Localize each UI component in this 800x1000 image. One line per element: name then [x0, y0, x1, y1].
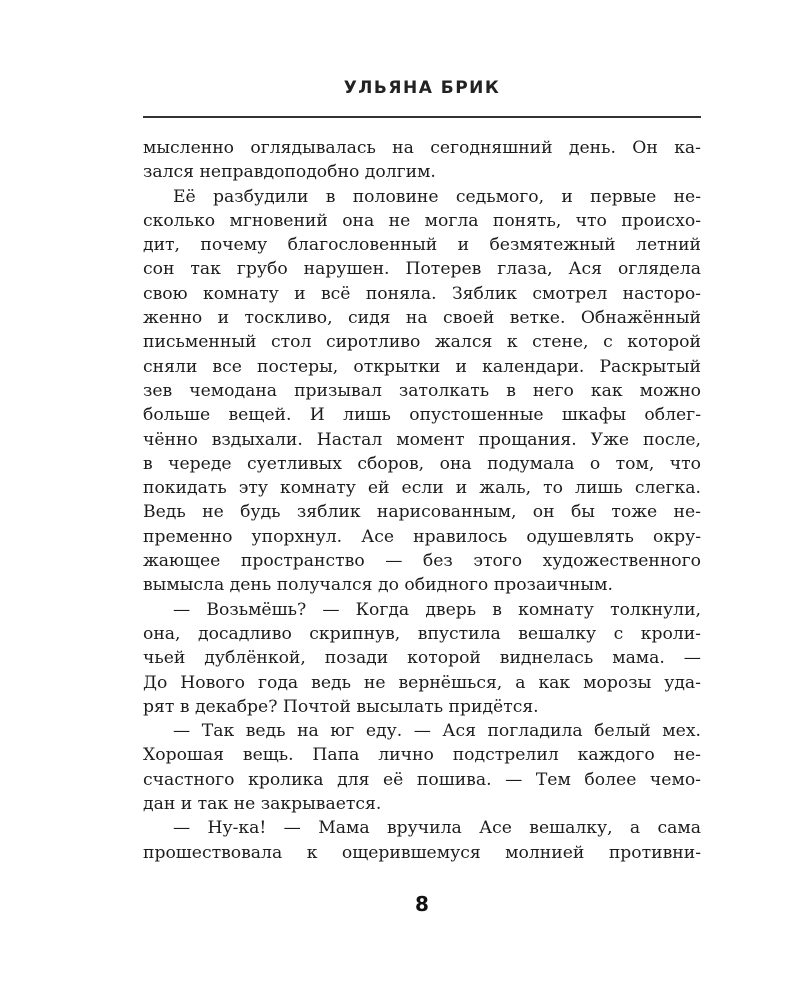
text-line: зев чемодана призывал затолкать в него как можно [143, 380, 701, 401]
text-line: счастного кролика для её пошива. — Тем более чемо- [143, 769, 701, 790]
text-line: мысленно оглядывалась на сегодняшний день. Он ка- [143, 138, 701, 158]
text-line: сколько мгновений она не могла понять, что происхо- [143, 210, 701, 231]
text-line: женно и тоскливо, сидя на своей ветке. Обнажённый [143, 308, 701, 329]
text-line: вымысла день получался до обидного прозаичным. [143, 575, 613, 596]
text-line: зался неправдоподобно долгим. [143, 162, 436, 183]
text-line: Ведь не будь зяблик нарисованным, он бы тоже не- [143, 502, 701, 523]
text-line: — Ну-ка! — Мама вручила Асе вешалку, а сама [173, 818, 701, 839]
text-line: покидать эту комнату ей если и жаль, то лишь слегка. [143, 478, 701, 499]
running-head-author: УЛЬЯНА БРИК [343, 78, 501, 98]
text-line: — Возьмёшь? — Когда дверь в комнату толкнули, [173, 599, 701, 620]
text-line: она, досадливо скрипнув, впустила вешалку с кроли- [143, 623, 701, 644]
text-line: свою комнату и всё поняла. Зяблик смотрел насторо- [143, 283, 701, 304]
text-line: чённо вздыхали. Настал момент прощания. Уже после, [143, 429, 701, 450]
text-line: больше вещей. И лишь опустошенные шкафы облег- [143, 405, 701, 426]
text-line: в череде суетливых сборов, она подумала о том, что [143, 453, 701, 474]
header-rule [143, 116, 701, 118]
text-line: пременно упорхнул. Асе нравилось одушевлять окру- [143, 526, 701, 547]
text-line: сняли все постеры, открытки и календари. Раскрытый [143, 356, 701, 377]
body-text [143, 136, 701, 865]
page-number: 8 [415, 892, 429, 916]
text-line: Её разбудили в половине седьмого, и первые не- [173, 186, 701, 207]
text-line: прошествовала к ощерившемуся молнией противни- [143, 842, 701, 863]
text-line: чьей дублёнкой, позади которой виднелась мама. — [143, 648, 701, 669]
text-line: дит, почему благословенный и безмятежный летний [143, 235, 701, 256]
text-line: дан и так не закрывается. [143, 794, 382, 815]
text-line: — Так ведь на юг еду. — Ася погладила белый мех. [173, 721, 701, 742]
text-line: рят в декабре? Почтой высылать придётся. [143, 696, 539, 717]
text-line: Хорошая вещь. Папа лично подстрелил каждого не- [143, 745, 701, 766]
text-line: До Нового года ведь не вернёшься, а как морозы уда- [143, 672, 701, 693]
text-line: жающее пространство — без этого художественного [143, 551, 701, 572]
text-line: сон так грубо нарушен. Потерев глаза, Ася оглядела [143, 259, 701, 280]
text-line: письменный стол сиротливо жался к стене, с которой [143, 332, 701, 353]
